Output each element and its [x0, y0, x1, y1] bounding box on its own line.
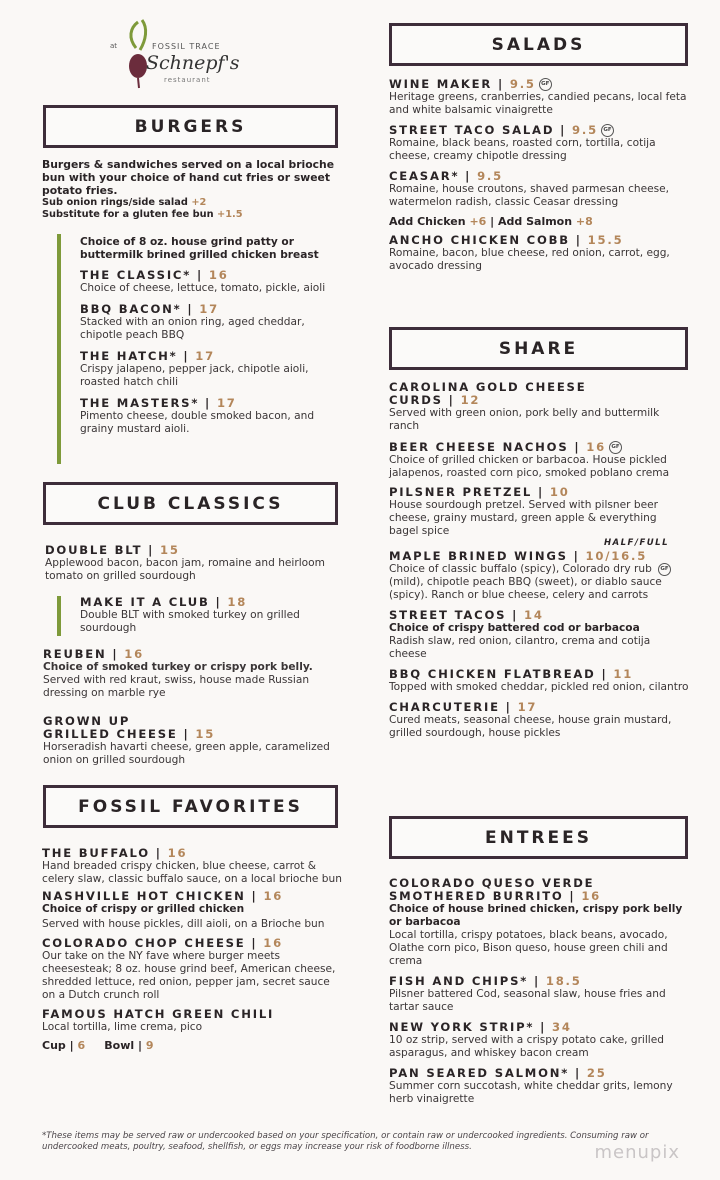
salad-item: WINE MAKER | 9.5 GF Heritage greens, cranberries, candied pecans, local feta and white balsamic vinaigrette [389, 78, 689, 117]
item-name-1: GROWN UP [43, 714, 131, 728]
item-price: 16 [208, 268, 229, 282]
item-price: 15 [160, 543, 180, 557]
item-desc: Choice of cheese, lettuce, tomato, pickle, aioli [80, 282, 326, 294]
item-desc: Double BLT with smoked turkey on grilled sourdough [80, 609, 300, 634]
item-price: 9.5 [509, 77, 536, 91]
item-desc [389, 563, 689, 602]
entrees-title: ENTREES [485, 827, 592, 848]
item-desc: Pilsner battered Cod, seasonal slaw, house fries and tartar sauce [389, 988, 666, 1013]
share-wings: MAPLE BRINED WINGS | 10/16.5 Choice of classic buffalo (spicy), Colorado dry rub (mild), chipotle peach BBQ (sweet), or diablo sauce (spicy). Ranch or blue cheese, celery and carrots GF [389, 550, 689, 602]
logo-name: Schnepf's [146, 52, 240, 74]
item-name: BBQ CHICKEN FLATBREAD [389, 667, 596, 681]
logo-venue: FOSSIL TRACE [152, 42, 221, 51]
item-price: 17 [195, 349, 215, 363]
item-name: THE HATCH* [80, 349, 178, 363]
reuben-bold: Choice of smoked turkey or crispy pork belly. [43, 661, 313, 673]
entree-burrito: COLORADO QUESO VERDE SMOTHERED BURRITO | 16 Choice of house brined chicken, crispy pork belly or barbacoa Local tortilla, crispy potatoes, black beans, avocado, Olathe corn pico, Bison queso, house green chili and crema [389, 877, 689, 968]
club-reuben: REUBEN | 16 Choice of smoked turkey or crispy pork belly. Served with red kraut, swiss, house made Russian dressing on marble rye [43, 648, 342, 700]
share-charcuterie: CHARCUTERIE | 17 Cured meats, seasonal cheese, house grain mustard, grilled sourdough, house pickles [389, 701, 689, 740]
item-bold: Choice of house brined chicken, crispy pork belly or barbacoa [389, 903, 683, 928]
item-price: 25 [586, 1066, 607, 1080]
club-make-it-a-club: MAKE IT A CLUB | 18 Double BLT with smoked turkey on grilled sourdough [80, 596, 342, 635]
item-name: BEER CHEESE NACHOS [389, 440, 569, 454]
bowl-label: Bowl [104, 1039, 135, 1052]
item-desc: Topped with smoked cheddar, pickled red onion, cilantro [389, 681, 689, 693]
item-price: 16 [263, 936, 284, 950]
share-nachos: BEER CHEESE NACHOS | 16 GF Choice of grilled chicken or barbacoa. House pickled jalapenos, roasted corn pico, smoked poblano crema [389, 441, 689, 480]
club-grown-up: GROWN UP GRILLED CHEESE | 15 Horseradish havarti cheese, green apple, caramelized onion on grilled sourdough [43, 715, 342, 767]
item-price: 17 [517, 700, 538, 714]
fossil-header [43, 785, 338, 828]
item-price: 18.5 [545, 974, 582, 988]
item-name-2: GRILLED CHEESE [43, 727, 178, 741]
burger-item: BBQ BACON* | 17 Stacked with an onion ring, aged cheddar, chipotle peach BBQ [80, 303, 342, 342]
item-desc: Pimento cheese, double smoked bacon, and grainy mustard aioli. [80, 410, 315, 435]
item-price: 17 [199, 302, 219, 316]
fossil-title: FOSSIL FAVORITES [78, 796, 303, 817]
item-desc: Hand breaded crispy chicken, blue cheese, carrot & celery slaw, classic buffalo sauce, on a local brioche bun [42, 860, 342, 885]
sub1-price: +2 [191, 197, 207, 208]
burger-item: THE HATCH* | 17 Crispy jalapeno, pepper jack, chipotle aioli, roasted hatch chili [80, 350, 342, 389]
salad-item: STREET TACO SALAD | 9.5 GF Romaine, black beans, roasted corn, tortilla, cotija cheese, creamy chipotle dressing [389, 124, 689, 163]
sub2-label: Substitute for a gluten fee bun [42, 209, 214, 220]
item-price: 15.5 [587, 233, 624, 247]
item-name: BBQ BACON* [80, 302, 182, 316]
share-curds: CAROLINA GOLD CHEESE CURDS | 12 Served with green onion, pork belly and buttermilk ranch [389, 381, 689, 433]
burgers-sub2 [42, 209, 342, 221]
reuben-desc: Served with red kraut, swiss, house made Russian dressing on marble rye [43, 674, 310, 699]
item-name-1: CAROLINA GOLD CHEESE [389, 380, 587, 394]
logo [108, 18, 238, 93]
share-tacos: STREET TACOS | 14 Choice of crispy battered cod or barbacoa Radish slaw, red onion, cilantro, crema and cotija cheese [389, 609, 689, 661]
item-desc: Romaine, bacon, blue cheese, red onion, carrot, egg, avocado dressing [389, 247, 670, 272]
item-name: DOUBLE BLT [45, 543, 143, 557]
club-green-bar [57, 596, 61, 636]
item-price: 10 [549, 485, 570, 499]
fossil-nashville: NASHVILLE HOT CHICKEN | 16 Choice of crispy or grilled chicken Served with house pickles, dill aioli, on a Brioche bun [42, 890, 342, 931]
share-list [389, 381, 689, 740]
burger-item: THE MASTERS* | 17 Pimento cheese, double smoked bacon, and grainy mustard aioli. [80, 397, 342, 436]
item-name-1: COLORADO QUESO VERDE [389, 876, 595, 890]
item-price: 9.5 [572, 123, 598, 137]
gf-icon: GF [609, 441, 622, 454]
gf-icon: GF [539, 78, 552, 91]
item-desc: Our take on the NY fave where burger meets cheesesteak; 8 oz. house grind beef, American cheese, shredded lettuce, red onion, pepper jam, secret sauce on a Dutch crunch roll [42, 950, 336, 1001]
item-desc: House sourdough pretzel. Served with pilsner beer cheese, grainy mustard, green apple & everything bagel spice [389, 499, 658, 537]
item-name: FISH AND CHIPS* [389, 974, 529, 988]
bowl-price: 9 [145, 1039, 154, 1052]
item-name: CEASAR* [389, 169, 460, 183]
club-double-blt: DOUBLE BLT | 15 Applewood bacon, bacon jam, romaine and heirloom tomato on grilled sourdough [45, 544, 342, 583]
item-name-2: SMOTHERED BURRITO [389, 889, 564, 903]
item-desc: Summer corn succotash, white cheddar grits, lemony herb vinaigrette [389, 1080, 673, 1105]
item-name-2: CURDS [389, 393, 443, 407]
salads-title: SALADS [491, 34, 586, 55]
entree-salmon: PAN SEARED SALMON* | 25 Summer corn succotash, white cheddar grits, lemony herb vinaigrette [389, 1067, 689, 1106]
item-desc: Heritage greens, cranberries, candied pecans, local feta and white balsamic vinaigrette [389, 91, 687, 116]
burgers-intro [42, 158, 342, 221]
gf-icon: GF [658, 563, 671, 576]
item-price: 16 [586, 440, 606, 454]
item-desc: Radish slaw, red onion, cilantro, crema and cotija cheese [389, 635, 651, 660]
club-list [45, 544, 342, 583]
item-name: STREET TACO SALAD [389, 123, 555, 137]
item-bold: Choice of crispy or grilled chicken [42, 903, 245, 915]
item-price: 16 [167, 846, 188, 860]
fossil-chop: COLORADO CHOP CHEESE | 16 Our take on the NY fave where burger meets cheesesteak; 8 oz. house grind beef, American cheese, shredded lettuce, red onion, pepper jam, secret sauce on a Dutch crunch roll [42, 937, 342, 1002]
add-salmon-price: +8 [575, 215, 593, 228]
item-desc [43, 661, 342, 700]
item-price: 34 [552, 1020, 572, 1034]
share-pretzel: PILSNER PRETZEL | 10 House sourdough pretzel. Served with pilsner beer cheese, grainy mustard, green apple & everything bagel spice [389, 486, 689, 538]
item-price: 16 [581, 889, 602, 903]
burgers-list [80, 236, 342, 436]
gf-icon: GF [601, 124, 614, 137]
item-desc: Romaine, black beans, roasted corn, tortilla, cotija cheese, creamy chipotle dressing [389, 137, 656, 162]
fossil-list [42, 847, 342, 1052]
item-name: MAPLE BRINED WINGS [389, 549, 568, 563]
item-price: 9.5 [477, 169, 504, 183]
item-name: PILSNER PRETZEL [389, 485, 533, 499]
club-title: CLUB CLASSICS [97, 493, 284, 514]
entree-fish: FISH AND CHIPS* | 18.5 Pilsner battered Cod, seasonal slaw, house fries and tartar sauce [389, 975, 689, 1014]
salad-item: CEASAR* | 9.5 Romaine, house croutons, shaved parmesan cheese, watermelon radish, classic Ceasar dressing [389, 170, 689, 209]
half-full-label: HALF/FULL [603, 538, 669, 548]
item-price: 15 [195, 727, 216, 741]
item-name: ANCHO CHICKEN COBB [389, 233, 570, 247]
item-name: THE BUFFALO [42, 846, 150, 860]
fossil-chili [42, 1008, 342, 1052]
item-bold: Choice of crispy battered cod or barbacoa [389, 622, 640, 634]
footer-disclaimer: *These items may be served raw or undercooked based on your specification, or contain raw or undercooked ingredients. Consuming raw or undercooked meats, poultry, seafood, shellfish, or eggs may increase your risk of foodborne illness. [42, 1131, 649, 1152]
burgers-choice: Choice of 8 oz. house grind patty or buttermilk brined grilled chicken breast [80, 236, 319, 261]
item-name: REUBEN [43, 647, 107, 661]
burgers-sub1 [42, 197, 342, 209]
sub1-label: Sub onion rings/side salad [42, 197, 188, 208]
logo-sub: restaurant [164, 76, 211, 84]
item-price: 11 [613, 667, 634, 681]
item-name: THE CLASSIC* [80, 268, 192, 282]
item-desc: Applewood bacon, bacon jam, romaine and heirloom tomato on grilled sourdough [45, 557, 325, 582]
item-name: PAN SEARED SALMON* [389, 1066, 570, 1080]
add-chicken: Add Chicken [389, 215, 466, 228]
item-desc: Served with green onion, pork belly and buttermilk ranch [389, 407, 660, 432]
item-desc: Local tortilla, lime crema, pico [42, 1021, 203, 1033]
item-price: 17 [216, 396, 237, 410]
item-desc: Cured meats, seasonal cheese, house grain mustard, grilled sourdough, house pickles [389, 714, 672, 739]
item-price: 14 [524, 608, 544, 622]
item-desc: Choice of grilled chicken or barbacoa. House pickled jalapenos, roasted corn pico, smoked poblano crema [389, 454, 670, 479]
watermark: menupix [594, 1142, 680, 1163]
item-price: 16 [124, 647, 144, 661]
share-flatbread: BBQ CHICKEN FLATBREAD | 11 Topped with smoked cheddar, pickled red onion, cilantro [389, 667, 689, 693]
burgers-intro-text: Burgers & sandwiches served on a local brioche bun with your choice of hand cut fries or sweet potato fries. [42, 158, 335, 197]
item-price: 16 [263, 889, 284, 903]
share-header [389, 327, 688, 370]
fossil-buffalo: THE BUFFALO | 16 Hand breaded crispy chicken, blue cheese, carrot & celery slaw, classic buffalo sauce, on a local brioche bun [42, 846, 342, 885]
item-name: MAKE IT A CLUB [80, 595, 210, 609]
item-desc: Local tortilla, crispy potatoes, black beans, avocado, Olathe corn pico, Bison queso, house green chili and crema [389, 929, 668, 967]
logo-at: at [110, 42, 118, 50]
burgers-title: BURGERS [134, 116, 247, 137]
cup-label: Cup [42, 1039, 66, 1052]
item-price: 18 [227, 595, 248, 609]
item-name: NEW YORK STRIP* [389, 1020, 535, 1034]
club-header [43, 482, 338, 525]
item-price: 10/16.5 [585, 549, 648, 563]
sub2-price: +1.5 [216, 209, 243, 220]
wings-desc: Choice of classic buffalo (spicy), Colorado dry rub (mild), chipotle peach BBQ (sweet), or diablo sauce (spicy). Ranch or blue cheese, celery and carrots [389, 563, 662, 601]
item-desc: Romaine, house croutons, shaved parmesan cheese, watermelon radish, classic Ceasar dressing [389, 183, 670, 208]
item-desc: Served with house pickles, dill aioli, on a Brioche bun [42, 918, 325, 930]
item-name: CHARCUTERIE [389, 700, 500, 714]
item-desc: 10 oz strip, served with a crispy potato cake, grilled asparagus, and whiskey bacon cream [389, 1034, 664, 1059]
entree-strip: NEW YORK STRIP* | 34 10 oz strip, served with a crispy potato cake, grilled asparagus, and whiskey bacon cream [389, 1021, 689, 1060]
item-name: COLORADO CHOP CHEESE [42, 936, 246, 950]
salad-cobb: ANCHO CHICKEN COBB | 15.5 Romaine, bacon, blue cheese, red onion, carrot, egg, avocado dressing [389, 234, 689, 273]
add-salmon: Add Salmon [498, 215, 573, 228]
salads-list [389, 78, 689, 273]
entrees-header [389, 816, 688, 859]
item-name: THE MASTERS* [80, 396, 200, 410]
item-desc: Horseradish havarti cheese, green apple, caramelized onion on grilled sourdough [43, 741, 330, 766]
burgers-green-bar [57, 234, 61, 464]
item-name: NASHVILLE HOT CHICKEN [42, 889, 246, 903]
share-title: SHARE [498, 338, 579, 359]
salad-addons: Add Chicken +6 | Add Salmon +8 [389, 215, 593, 228]
item-price: 12 [460, 393, 481, 407]
salads-header [389, 23, 688, 66]
burgers-header [43, 105, 338, 148]
item-name: STREET TACOS [389, 608, 507, 622]
item-desc: Stacked with an onion ring, aged cheddar, chipotle peach BBQ [80, 316, 305, 341]
chili-sizes: Cup | 6 Bowl | 9 [42, 1039, 154, 1052]
item-name: WINE MAKER [389, 77, 493, 91]
cup-price: 6 [77, 1039, 86, 1052]
item-name: FAMOUS HATCH GREEN CHILI [42, 1007, 275, 1021]
entrees-list [389, 877, 689, 1106]
burger-item: THE CLASSIC* | 16 Choice of cheese, lettuce, tomato, pickle, aioli [80, 269, 342, 295]
item-desc: Crispy jalapeno, pepper jack, chipotle aioli, roasted hatch chili [80, 363, 309, 388]
add-chicken-price: +6 [469, 215, 487, 228]
